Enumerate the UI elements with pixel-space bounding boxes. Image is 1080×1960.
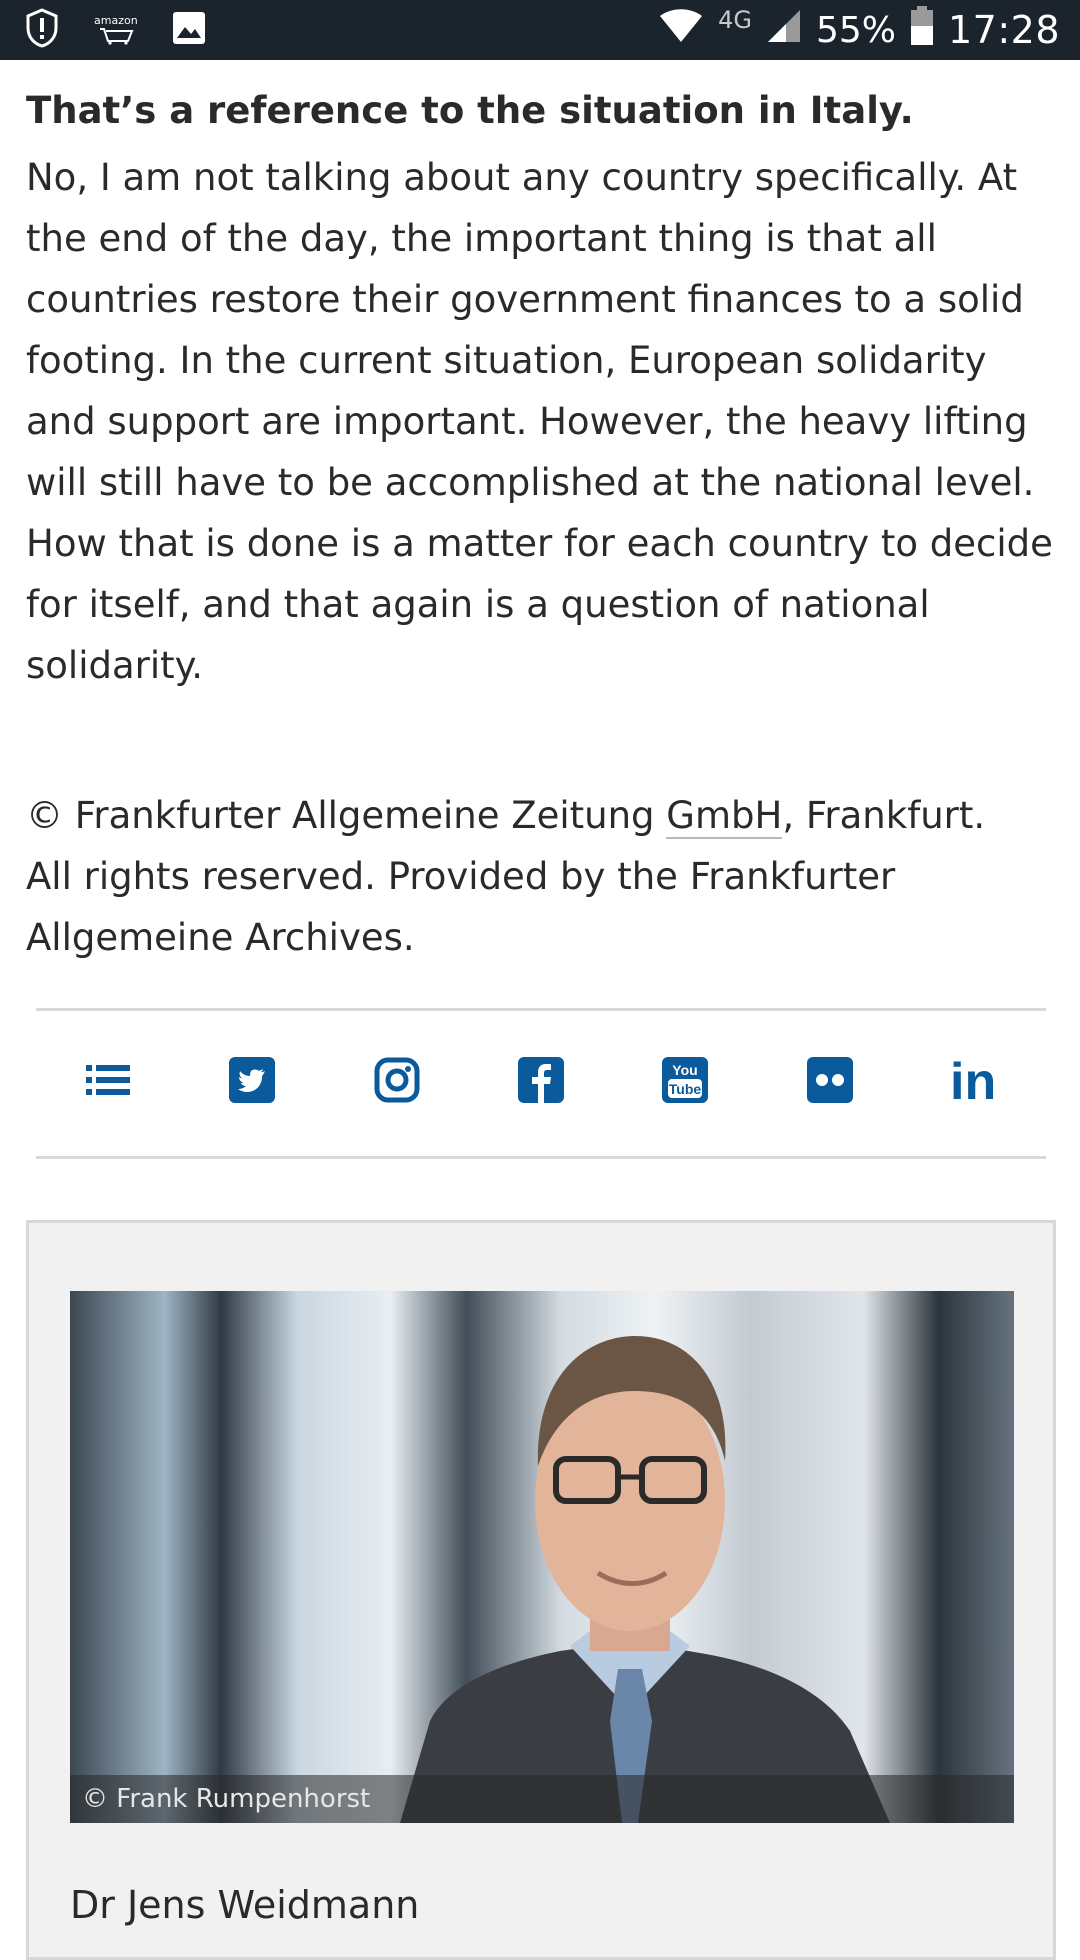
social-links-bar <box>36 1010 1046 1150</box>
copyright-text-start: © Frankfurter Allgemeine Zeitung <box>26 794 667 837</box>
amazon-icon: amazon <box>94 15 138 45</box>
flickr-icon[interactable] <box>798 1048 862 1112</box>
copyright-notice <box>26 785 1036 968</box>
shield-alert-icon <box>24 8 60 52</box>
linkedin-icon[interactable] <box>942 1048 1006 1112</box>
copyright-text-end: , Frankfurt. All rights reserved. Provided by the Frankfurter Allgemeine Archives. <box>26 794 986 959</box>
image-icon <box>172 11 206 49</box>
interview-answer: No, I am not talking about any country specifically. At the end of the day, the important thing is that all countries restore their government finances to a solid footing. In the current situation, European solidarity and support are important. However, the heavy lifting will still have to be accomplished at the national level. How that is done is a matter for each country to decide for itself, and that again is a question of national solidarity. <box>26 156 1053 687</box>
instagram-icon[interactable] <box>365 1048 429 1112</box>
twitter-icon[interactable] <box>220 1048 284 1112</box>
profile-card <box>26 1220 1056 1960</box>
youtube-bottom-text: Tube <box>669 1081 702 1097</box>
network-type-label: 4G <box>718 6 752 34</box>
linkedin-text: in <box>949 1057 997 1103</box>
wifi-icon <box>658 8 704 53</box>
facebook-icon[interactable] <box>509 1048 573 1112</box>
photo-credit: © Frank Rumpenhorst <box>70 1775 1014 1823</box>
signal-icon <box>766 8 802 53</box>
interview-question: That’s a reference to the situation in Italy. <box>26 89 914 132</box>
profile-photo[interactable] <box>70 1291 1014 1823</box>
profile-name: Dr Jens Weidmann <box>70 1883 420 1927</box>
gmbh-abbreviation[interactable]: GmbH <box>666 794 783 837</box>
article-body <box>26 85 1056 696</box>
battery-icon <box>910 6 934 55</box>
youtube-top-text: You <box>672 1062 698 1078</box>
clock: 17:28 <box>947 8 1060 52</box>
battery-percentage: 55% <box>815 9 896 51</box>
divider-bottom <box>36 1156 1046 1159</box>
youtube-icon[interactable] <box>653 1048 717 1112</box>
status-bar <box>0 0 1080 60</box>
list-icon[interactable] <box>76 1048 140 1112</box>
